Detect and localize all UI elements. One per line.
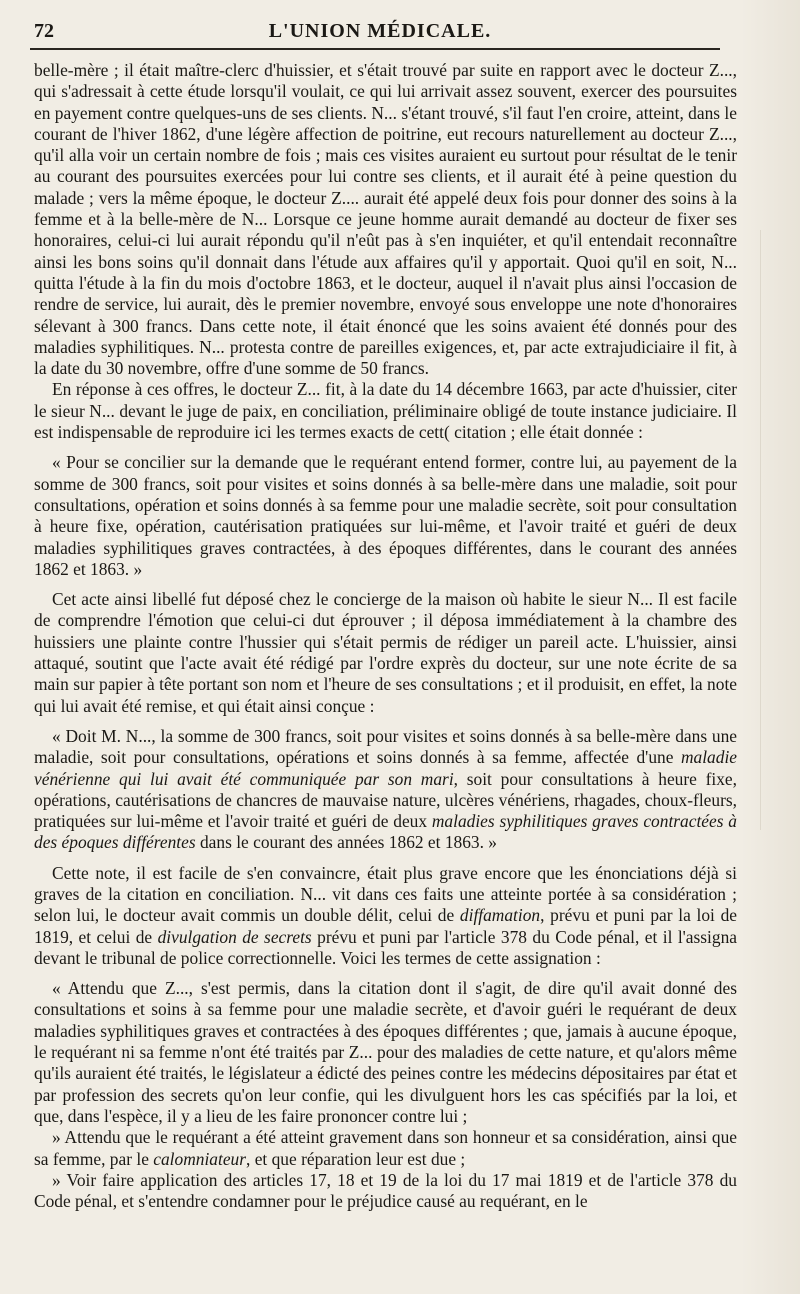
page-edge-shadow	[741, 0, 800, 1294]
paragraph-offences	[34, 863, 737, 969]
page-fold-line	[760, 230, 761, 830]
quote-note	[34, 726, 737, 854]
quote-note-text: « Doit M. N..., la somme de 300 francs, soit pour visites et soins donnés à sa belle-mère dans une maladie, soit pour consultations, opérations et soins donnés à sa femme, affectée d'une	[34, 725, 737, 768]
header-rule	[30, 48, 720, 50]
quote-assignation-2	[34, 1127, 737, 1170]
article-body	[34, 60, 737, 1212]
running-head	[30, 14, 730, 44]
quote-note-text: , soit pour consultations à heure fixe, opérations, cautérisations de chancres de mauvaise nature, ulcères vénériens, rhagades, choux-fleurs, pratiquées sur lui-même et l'avoir traité et guéri de deux	[34, 768, 738, 832]
offences-text: , prévu et puni par la loi de 1819, et celui de	[34, 905, 737, 947]
assignation-text: , et que réparation leur est due ;	[246, 1148, 466, 1169]
paragraph-complaint: Cet acte ainsi libellé fut déposé chez le concierge de la maison où habite le sieur N... Il est facile de comprendre l'émotion que celui-ci dut éprouver ; il déposa immédiatement à la chambre des huissiers une plainte contre l'hussier qui s'était permis de rédiger un pareil acte. L'huissier, ainsi attaqué, soutint que l'acte avait été rédigé par l'ordre exprès du docteur, sur une note écrite de sa main sur papier à tête portant son nom et l'heure de ses consultations ; et il produisit, en effet, la note qui lui avait été remise, et qui était ainsi conçue :	[34, 589, 737, 716]
offences-emphasis: divulgation de secrets	[157, 926, 312, 947]
paragraph-citation-intro: En réponse à ces offres, le docteur Z... fit, à la date du 14 décembre 1663, par acte d'huissier, citer le sieur N... devant le juge de paix, en conciliation, préliminaire obligé de toute instance judiciaire. Il est indispensable de reproduire ici les termes exacts de cett( citation ; elle était donnée :	[34, 379, 737, 443]
offences-text: prévu et puni par l'article 378 du Code pénal, et il l'assigna devant le tribunal de police correctionnelle. Voici les termes de cette assignation :	[34, 926, 737, 968]
assignation-text: » Attendu que le requérant a été atteint gravement dans son honneur et sa considération, ainsi que sa femme, par le	[34, 1127, 737, 1169]
quote-note-text: dans le courant des années 1862 et 1863. »	[195, 832, 497, 853]
offences-text: Cette note, il est facile de s'en convaincre, était plus grave encore que les énonciations déjà si graves de la citation en conciliation. N... vit dans ces faits une atteinte portée à sa considération ; selon lui, le docteur avait commis un double délit, celui de	[34, 862, 737, 926]
quote-note-emphasis: maladie vénérienne qui lui avait été communiquée par son mari	[34, 747, 737, 789]
page-number: 72	[34, 20, 54, 42]
paragraph-context: belle-mère ; il était maître-clerc d'huissier, et s'était trouvé par suite en rapport avec le docteur Z..., qui s'adressait à cette étude lorsqu'il voulait, ce qui lui arrivait assez souvent, exercer des poursuites en payement contre quelques-uns de ses clients. N... s'étant trouvé, s'il faut l'en croire, atteint, dans le courant de l'hiver 1862, d'une légère affection de poitrine, eut recours naturellement au docteur Z..., qu'il alla voir un certain nombre de fois ; mais ces visites auraient eu surtout pour résultat de le tenir au courant des poursuites exercées pour lui contre ses clients, et il aurait été à peine question du malade ; vers la même époque, le docteur Z.... aurait été appelé deux fois pour donner des soins à la femme et à la belle-mère de N... Lorsque ce jeune homme aurait demandé au docteur de fixer ses honoraires, celui-ci lui aurait répondu qu'il n'eût pas à s'en inquiéter, et qu'il entendait reconnaître ainsi les bons soins qu'il donnait dans l'étude aux affaires qu'il y apportait. Quoi qu'il en soit, N... quitta l'étude à la fin du mois d'octobre 1863, et le docteur, auquel il n'avait plus ainsi l'occasion de rendre de service, lui aurait, dès le premier novembre, envoyé sous enveloppe une note d'honoraires sélevant à 300 francs. Dans cette note, il était énoncé que les soins avaient été donnés pour des maladies syphilitiques. N... protesta contre de pareilles exigences, et, par acte extrajudiciaire il fit, à la date du 30 novembre, offre d'une somme de 50 francs.	[34, 60, 737, 379]
quote-note-emphasis: maladies syphilitiques graves contractées à des époques différentes	[34, 811, 737, 853]
quote-assignation-3: » Voir faire application des articles 17, 18 et 19 de la loi du 17 mai 1819 et de l'article 378 du Code pénal, et s'entendre condamner pour le préjudice causé au requérant, en le	[34, 1169, 737, 1212]
assignation-emphasis: calomniateur	[153, 1148, 247, 1169]
journal-title: L'UNION MÉDICALE.	[268, 20, 492, 42]
offences-emphasis: diffamation	[459, 905, 541, 926]
quote-citation: « Pour se concilier sur la demande que le requérant entend former, contre lui, au payement de la somme de 300 francs, soit pour visites et soins donnés à sa belle-mère dans une maladie, soit pour consultations, opération et soins donnés à sa femme pour une maladie secrète, soit pour consultation à heure fixe, opération, cautérisation pratiquées sur lui-même, et l'avoir traité et guéri de deux maladies syphilitiques graves contractées, à des époques différentes, dans le courant des années 1862 et 1863. »	[34, 452, 737, 579]
quote-assignation-1: « Attendu que Z..., s'est permis, dans la citation dont il s'agit, de dire qu'il avait donné des consultations et soins à sa femme pour une maladie secrète, et d'avoir guéri le requérant de deux maladies syphilitiques graves et contractées à des époques différentes ; que, jamais à aucune époque, le requérant ni sa femme n'ont été traités par Z... pour des maladies de cette nature, et qu'alors même qu'ils auraient été traités, le législateur a édicté des peines contre les médecins dépositaires par état et par profession des secrets qu'on leur confie, qui les divulguent hors les cas spécifiés par la loi, et que, dans l'espèce, il y a lieu de les faire prononcer contre lui ;	[34, 978, 737, 1126]
